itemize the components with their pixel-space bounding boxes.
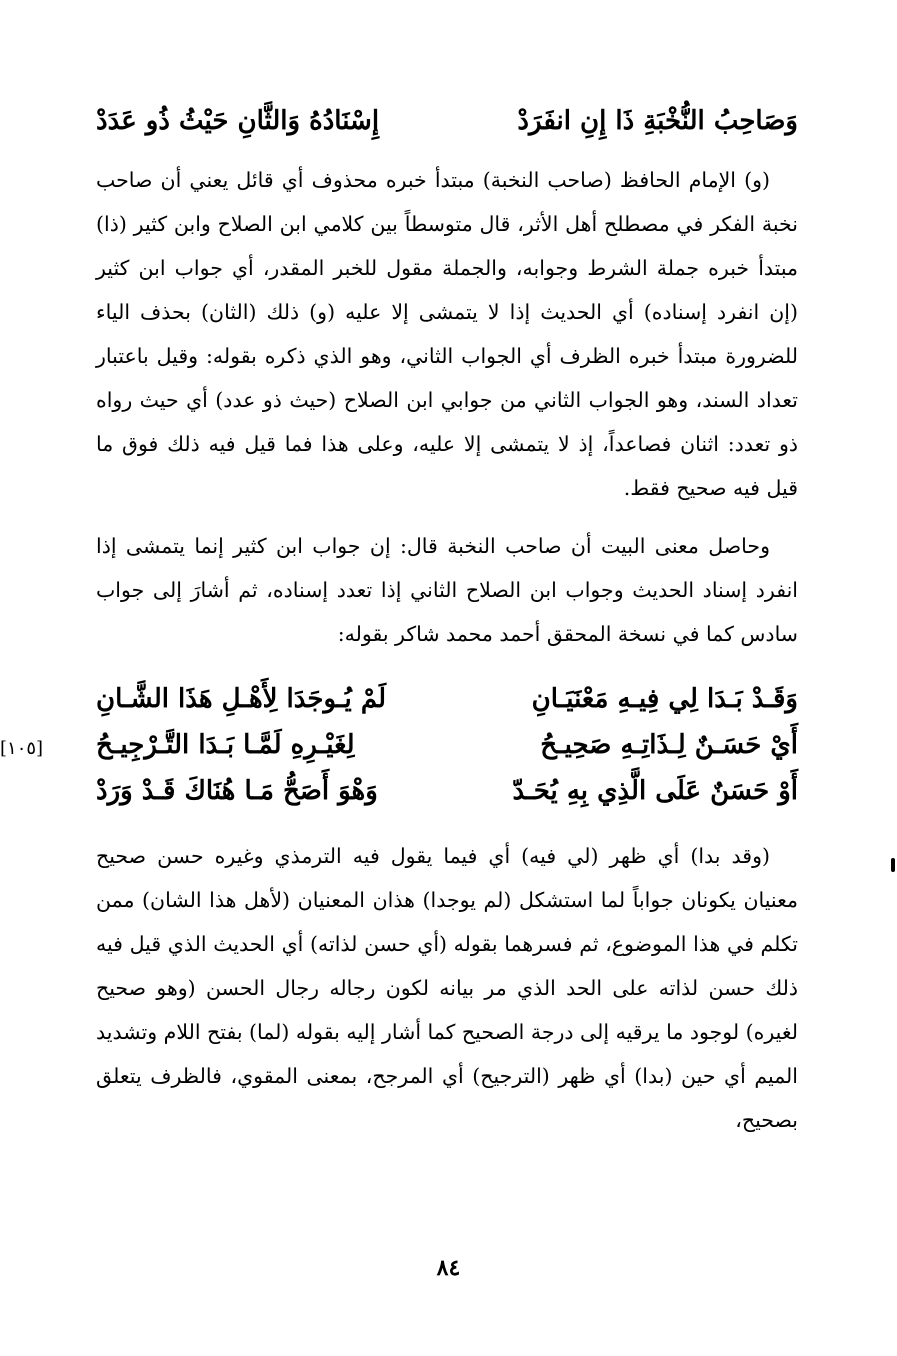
verse-line bbox=[96, 676, 798, 722]
commentary-paragraph: وحاصل معنى البيت أن صاحب النخبة قال: إن جواب ابن كثير إنما يتمشى إذا انفرد إسناد الحديث وجواب ابن الصلاح الثاني إذا تعدد إسناده، ثم أشارَ إلى جواب سادس كما في نسخة المحقق أحمد محمد شاكر بقوله: bbox=[96, 534, 798, 646]
verse-hemistich-left: لَمْ يُـوجَدَا لِأَهْـلِ هَذَا الشَّـانِ bbox=[96, 684, 387, 714]
commentary-paragraph: (وقد بدا) أي ظهر (لي فيه) أي فيما يقول فيه الترمذي وغيره حسن صحيح معنيان يكونان جواباً لما استشكل (لم يوجدا) هذان المعنيان (لأهل هذا الشان) ممن تكلم في هذا الموضوع، ثم فسرهما بقوله (أي حسن لذاته) أي الحديث الذي قيل فيه ذلك حسن لذاته على الحد الذي مر بيانه لكون رجاله رجال الحسن (وهو صحيح لغيره) لوجود ما يرقيه إلى درجة الصحيح كما أشار إليه بقوله (لما) بفتح اللام وتشديد الميم أي حين (بدا) أي ظهر (الترجيح) أي المرجح، بمعنى المقوي، فالظرف يتعلق بصحيح، bbox=[96, 844, 798, 1132]
verse-hemistich-right: أَيْ حَسَـنٌ لِـذَاتِـهِ صَحِيـحُ bbox=[540, 730, 798, 760]
verse-hemistich-left: لِغَيْـرِهِ لَمَّـا بَـدَا التَّـرْجِيـحُ bbox=[96, 730, 355, 760]
verse-number: [١٠٥] bbox=[0, 738, 44, 759]
commentary-paragraph: (و) الإمام الحافظ (صاحب النخبة) مبتدأ خبره محذوف أي قائل يعني أن صاحب نخبة الفكر في مصطلح أهل الأثر، قال متوسطاً بين كلامي ابن الصلاح وابن كثير (ذا) مبتدأ خبره جملة الشرط وجوابه، والجملة مقول للخبر المقدر، أي جواب ابن كثير (إن انفرد إسناده) أي الحديث إذا لا يتمشى إلا عليه (و) ذلك (الثان) بحذف الياء للضرورة مبتدأ خبره الظرف أي الجواب الثاني، وهو الذي ذكره بقوله: وقيل باعتبار تعداد السند، وهو الجواب الثاني من جوابي ابن الصلاح (حيث ذو عدد) أي حيث رواه ذو تعدد: اثنان فصاعداً، إذ لا يتمشى إلا عليه، وعلى هذا فما قيل فيه ذلك فوق ما قيل فيه صحيح فقط. bbox=[96, 168, 798, 500]
page-number: ٨٤ bbox=[436, 1255, 461, 1281]
page-body bbox=[0, 96, 798, 1142]
verse-hemistich-right: وَقَـدْ بَـدَا لِي فِيـهِ مَعْنَيَـانِ bbox=[531, 684, 798, 714]
verse-block bbox=[0, 676, 798, 814]
verse-hemistich-right: وَصَاحِبُ النُّخْبَةِ ذَا إِنِ انفَرَدْ bbox=[517, 106, 798, 136]
verse-hemistich-left: وَهْوَ أَصَحُّ مَـا هُنَاكَ قَـدْ وَرَدْ bbox=[96, 776, 378, 806]
verse-line bbox=[96, 722, 798, 768]
top-verse bbox=[96, 96, 798, 146]
verse-hemistich-right: أَوْ حَسَنٌ عَلَى الَّذِي بِهِ يُحَـدّ bbox=[512, 776, 798, 806]
verse-line bbox=[96, 768, 798, 814]
verse-hemistich-left: إِسْنَادُهُ وَالثَّانِ حَيْثُ ذُو عَدَدْ bbox=[96, 106, 380, 136]
margin-mark bbox=[891, 858, 895, 872]
